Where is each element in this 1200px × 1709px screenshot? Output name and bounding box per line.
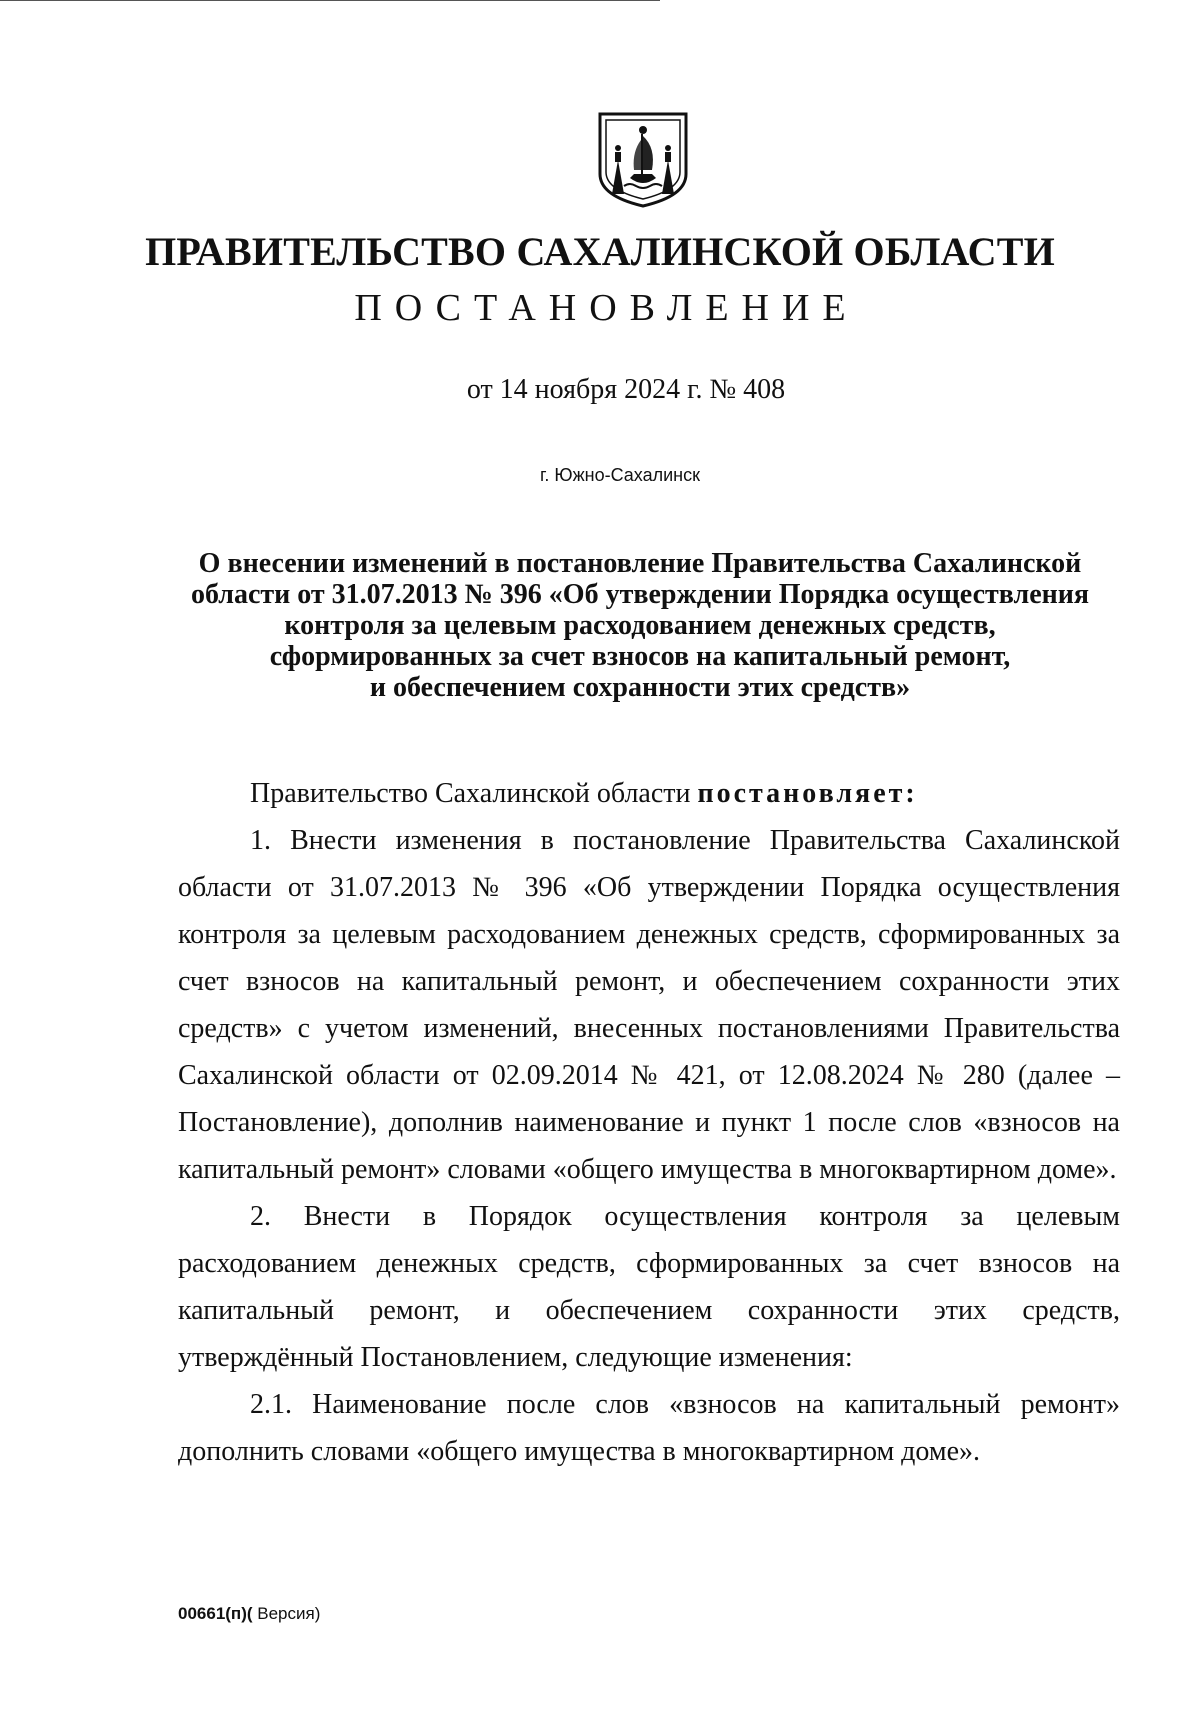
government-title: ПРАВИТЕЛЬСТВО САХАЛИНСКОЙ ОБЛАСТИ: [145, 229, 1055, 274]
paragraph-2: 2. Внести в Порядок осуществления контроля за целевым расходованием денежных средств, сформированных за счет взносов на капитальный ремонт, и обеспечением сохранности этих средств, утверждённый Постановлением, следующие изменения:: [178, 1201, 1120, 1373]
document-city: г. Южно-Сахалинск: [540, 465, 700, 485]
subject-line: сформированных за счет взносов на капитальный ремонт,: [269, 641, 1011, 672]
footer-version: Версия): [252, 1604, 321, 1623]
paragraph-1: 1. Внести изменения в постановление Правительства Сахалинской области от 31.07.2013 № 396 «Об утверждении Порядка осуществления контроля за целевым расходованием денежных средств, сформированных за счет взносов на капитальный ремонт, и обеспечением сохранности этих средств» с учетом изменений, внесенных постановлениями Правительства Сахалинской области от 02.09.2014 № 421, от 12.08.2024 № 280 (далее – Постановление), дополнив наименование и пункт 1 после слов «взносов на капитальный ремонт» словами «общего имущества в многоквартирном доме».: [178, 825, 1120, 1185]
subject-line: контроля за целевым расходованием денежных средств,: [284, 610, 996, 641]
subject-line: области от 31.07.2013 № 396 «Об утверждении Порядка осуществления: [190, 579, 1090, 610]
paragraph-2-1: 2.1. Наименование после слов «взносов на капитальный ремонт» дополнить словами «общего имущества в многоквартирном доме».: [178, 1389, 1120, 1467]
subject-line: О внесении изменений в постановление Правительства Сахалинской: [198, 548, 1082, 579]
intro-prefix: Правительство Сахалинской области: [250, 778, 698, 809]
coat-of-arms-emblem: [594, 112, 692, 208]
document-subject: [160, 548, 1120, 703]
intro-verb: постановляет:: [697, 778, 918, 809]
footer-code: 00661(п)(: [178, 1604, 253, 1623]
top-scan-line: [0, 0, 660, 1]
resolution-intro: [178, 770, 1120, 817]
document-type: ПОСТАНОВЛЕНИЕ: [354, 287, 859, 329]
footer-version-code: [178, 1604, 320, 1624]
document-date-number: от 14 ноября 2024 г. № 408: [466, 374, 786, 405]
document-body: [178, 770, 1120, 1475]
subject-line: и обеспечением сохранности этих средств»: [369, 672, 911, 703]
